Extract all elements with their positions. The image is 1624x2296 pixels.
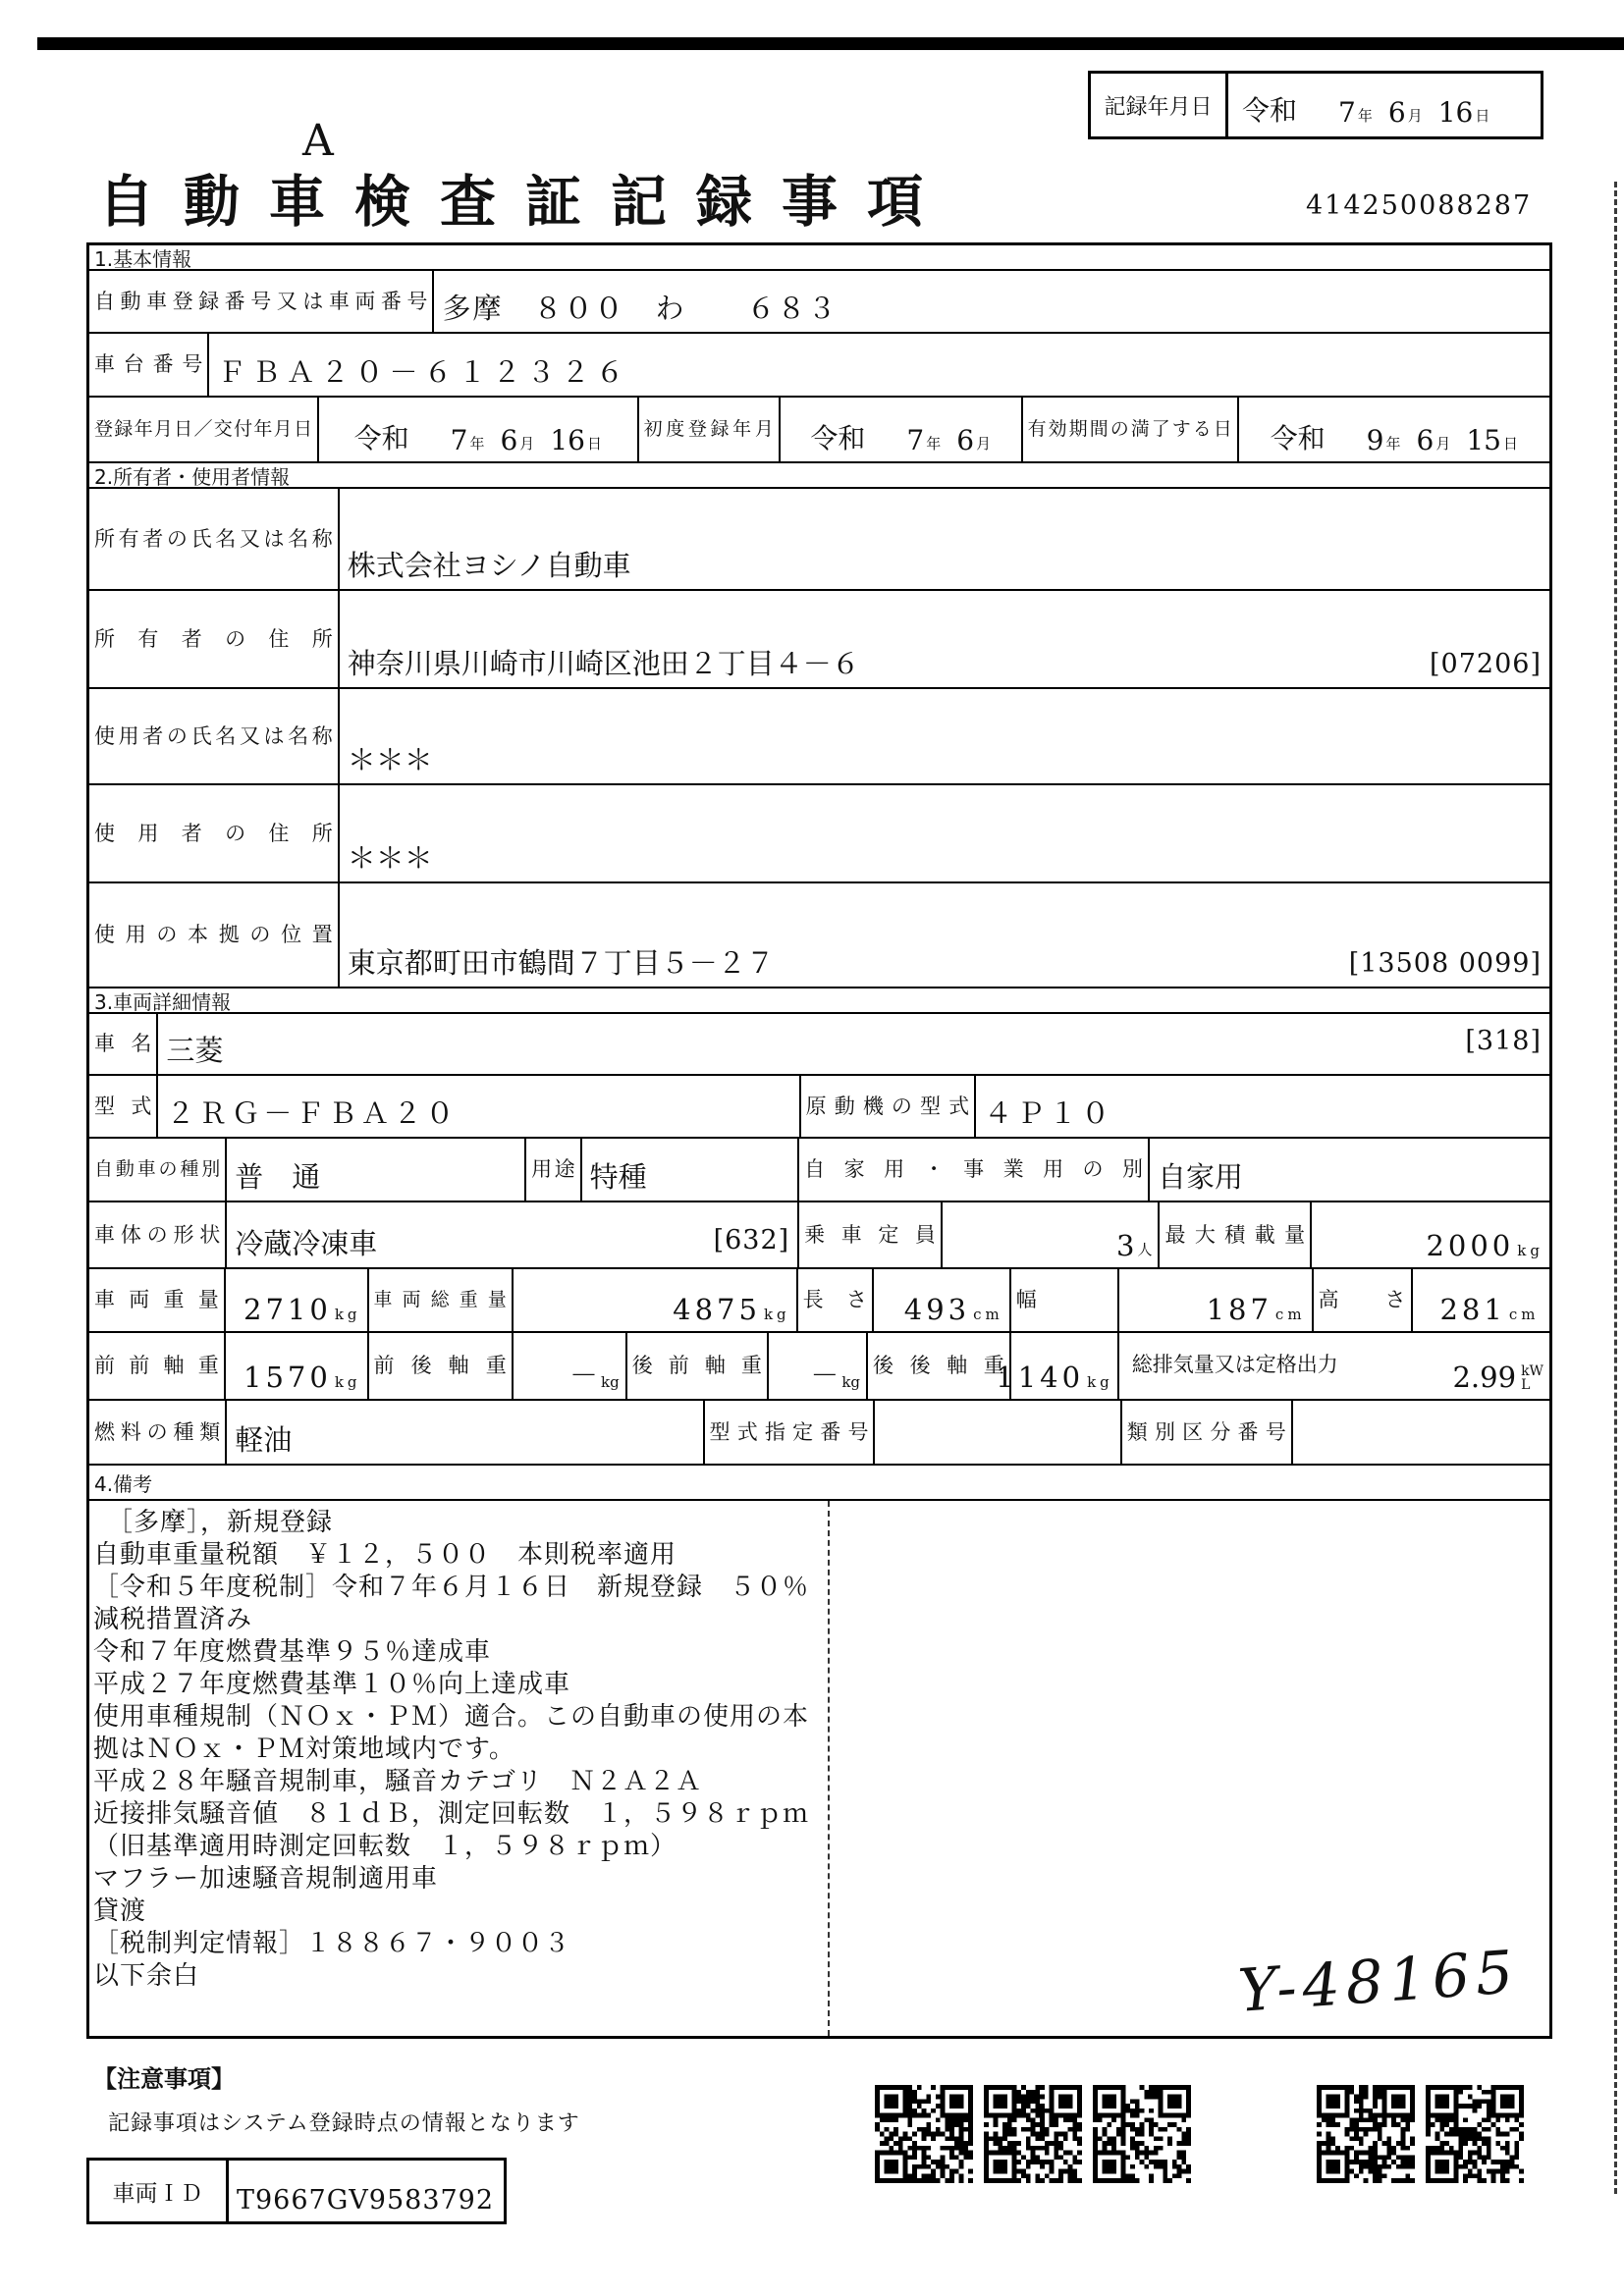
year-unit: 年	[1385, 435, 1401, 453]
base-location-value-cell	[338, 883, 1549, 987]
seating-capacity-number: 3	[1115, 1229, 1135, 1262]
front-front-axle-label: 前前軸重	[94, 1354, 219, 1378]
height-number: 281	[1439, 1293, 1506, 1326]
private-business-label: 自家用・事業用の別	[797, 1139, 1148, 1201]
rear-front-axle-value	[767, 1333, 866, 1399]
kg-unit: kg	[841, 1373, 861, 1391]
front-rear-axle-number: －	[568, 1359, 598, 1392]
seating-capacity-value	[941, 1202, 1159, 1267]
scan-artifact-top-bar	[37, 37, 1624, 50]
remark-line: ［税制判定情報］１８８６７・９００３	[93, 1929, 571, 1958]
max-payload-value	[1310, 1202, 1549, 1267]
record-date-value	[1228, 74, 1541, 136]
type-designation-number-label: 型式指定番号	[703, 1401, 874, 1464]
remarks-dashed-divider	[828, 1501, 830, 2036]
gross-weight-number: 4875	[673, 1293, 761, 1326]
liter-unit: L	[1521, 1377, 1531, 1393]
day: 16	[1437, 96, 1474, 129]
owner-address-label: 所有者の住所	[94, 626, 333, 651]
section1-header: 1.基本情報	[94, 246, 192, 271]
body-shape-label: 車体の形状	[94, 1222, 221, 1247]
section4-header: 4.備考	[89, 1464, 1549, 1499]
first-registration-value	[779, 398, 1021, 461]
vehicle-name-value: 三菱	[166, 1034, 224, 1067]
displacement-units	[1521, 1364, 1543, 1394]
vehicle-name-value-cell	[156, 1014, 1549, 1074]
body-shape-value: 冷蔵冷凍車	[235, 1227, 378, 1260]
first-registration-label: 初度登録年月	[637, 398, 779, 461]
vehicle-kind-label: 自動車の種別	[94, 1157, 221, 1180]
vehicle-id-box	[86, 2158, 507, 2224]
kg-unit: kg	[334, 1306, 361, 1323]
fuel-row	[89, 1399, 1549, 1464]
base-location-label: 使用の本拠の位置	[94, 923, 333, 947]
expiry-date-label: 有効期間の満了する日	[1021, 398, 1237, 461]
vehicle-name-row	[89, 1012, 1549, 1074]
year: 7	[450, 424, 468, 456]
displacement-cell	[1117, 1333, 1549, 1399]
day-unit: 日	[1475, 107, 1490, 125]
fuel-type-value: 軽油	[225, 1401, 702, 1464]
remark-line: 自動車重量税額 ￥１２，５００ 本則税率適用	[93, 1540, 677, 1570]
front-rear-axle-value	[512, 1333, 625, 1399]
kg-unit: kg	[334, 1373, 361, 1391]
record-date-label: 記録年月日	[1091, 74, 1228, 136]
cm-unit: cm	[1508, 1306, 1540, 1323]
remarks-box	[89, 1499, 1549, 2036]
year: 7	[906, 424, 925, 456]
vehicle-name-code: [318]	[1465, 1026, 1542, 1056]
certificate-table	[86, 242, 1552, 2039]
rear-rear-axle-value	[996, 1333, 1117, 1399]
axle-weights-row	[89, 1331, 1549, 1399]
day-unit: 日	[1503, 435, 1519, 453]
owner-address-code: [07206]	[1430, 649, 1542, 679]
record-date-box	[1088, 71, 1543, 139]
base-location-row	[89, 881, 1549, 987]
weights-dimensions-row	[89, 1267, 1549, 1331]
user-name-row	[89, 687, 1549, 783]
remark-line: 令和７年度燃費基準９５％達成車	[93, 1637, 492, 1667]
kg-unit: kg	[1087, 1373, 1113, 1391]
displacement-label: 総排気量又は定格出力	[1131, 1353, 1338, 1376]
width-value	[1117, 1269, 1312, 1331]
remark-line: 平成２７年度燃費基準１０％向上達成車	[93, 1670, 571, 1699]
displacement-number: 2.99	[1452, 1361, 1517, 1394]
rear-rear-axle-label: 後後軸重	[866, 1333, 1009, 1399]
classification-number-value	[1291, 1401, 1549, 1464]
vehicle-weight-label: 車両重量	[94, 1288, 219, 1312]
kg-unit: kg	[601, 1373, 620, 1391]
gross-weight-label: 車両総重量	[367, 1269, 512, 1331]
scan-artifact-right-dashed-line	[1614, 182, 1617, 2194]
seating-capacity-label: 乗車定員	[797, 1202, 941, 1267]
month: 6	[1416, 424, 1435, 456]
era: 令和	[353, 422, 409, 454]
qr-code	[875, 2084, 973, 2184]
remark-line: ［多摩］，新規登録	[107, 1508, 334, 1537]
body-shape-row	[89, 1201, 1549, 1267]
front-rear-axle-label: 前後軸重	[367, 1333, 512, 1399]
model-value: ２ＲＧ－ＦＢＡ２０	[156, 1076, 798, 1137]
year: 9	[1366, 424, 1384, 456]
user-address-row	[89, 783, 1549, 881]
front-front-axle-value	[224, 1333, 367, 1399]
body-shape-value-cell	[225, 1202, 797, 1267]
era: 令和	[1242, 94, 1298, 127]
remark-line: 以下余白	[93, 1961, 200, 1991]
classification-number-label: 類別区分番号	[1120, 1401, 1291, 1464]
remark-line: 近接排気騒音値 ８１ｄＢ，測定回転数 １，５９８ｒｐｍ	[93, 1799, 810, 1829]
type-designation-number-value	[873, 1401, 1119, 1464]
rear-front-axle-number: －	[810, 1359, 839, 1392]
owner-name-label: 所有者の氏名又は名称	[94, 526, 333, 551]
qr-code	[1426, 2084, 1524, 2184]
use-label: 用途	[524, 1139, 580, 1201]
engine-model-label: 原動機の型式	[799, 1076, 974, 1137]
notice-title: 【注意事項】	[93, 2065, 235, 2093]
vehicle-id-value: T9667GV9583792	[237, 2185, 495, 2216]
registration-date-label: 登録年月日／交付年月日	[94, 417, 312, 440]
gross-weight-value	[512, 1269, 796, 1331]
month: 6	[500, 424, 518, 456]
kg-unit: kg	[763, 1306, 790, 1323]
month: 6	[956, 424, 975, 456]
plate-number-label: 自動車登録番号又は車両番号	[94, 289, 428, 313]
vin-row	[89, 332, 1549, 396]
month-unit: 月	[976, 435, 992, 453]
section2-header: 2.所有者・使用者情報	[89, 461, 1549, 487]
user-address-value: ＊＊＊	[347, 841, 433, 875]
plate-number-row	[89, 269, 1549, 332]
fuel-type-label: 燃料の種類	[94, 1419, 221, 1444]
vehicle-weight-value	[224, 1269, 367, 1331]
remark-line: （旧基準適用時測定回転数 １，５９８ｒｐｍ）	[93, 1832, 677, 1861]
qr-code	[1317, 2084, 1415, 2184]
cm-unit: cm	[973, 1306, 1003, 1323]
owner-address-value: 神奈川県川崎市川崎区池田２丁目４－６	[347, 647, 860, 680]
remark-line: 使用車種規制（ＮＯｘ・ＰＭ）適合。この自動車の使用の本拠はＮＯｘ・ＰＭ対策地域内です。	[93, 1702, 810, 1764]
height-label: 高さ	[1312, 1269, 1411, 1331]
height-value	[1411, 1269, 1545, 1331]
max-payload-label: 最大積載量	[1158, 1202, 1310, 1267]
qr-code	[1093, 2084, 1191, 2184]
page-title: 自動車検査証記録事項	[98, 169, 952, 235]
user-name-label: 使用者の氏名又は名称	[94, 723, 333, 748]
vehicle-kind-value: 普 通	[225, 1139, 524, 1201]
remark-line: 貸渡	[93, 1896, 147, 1926]
year: 7	[1338, 96, 1356, 129]
model-label: 型式	[94, 1094, 152, 1118]
plate-number-value: 多摩 ８００ わ ６８３	[432, 271, 1549, 332]
category-row	[89, 1137, 1549, 1201]
body-shape-code: [632]	[713, 1225, 790, 1255]
vehicle-name-label: 車名	[94, 1032, 152, 1056]
owner-address-value-cell	[338, 591, 1549, 687]
registration-date-value	[317, 398, 637, 461]
vin-value: ＦＢＡ２０－６１２３２６	[207, 334, 1549, 396]
remark-line: マフラー加速騒音規制適用車	[93, 1864, 439, 1894]
vin-label: 車台番号	[94, 352, 203, 377]
private-business-value: 自家用	[1148, 1139, 1549, 1201]
displacement-value	[1452, 1361, 1543, 1394]
year-unit: 年	[1357, 107, 1373, 125]
month-unit: 月	[1407, 107, 1423, 125]
user-name-value: ＊＊＊	[347, 743, 433, 776]
front-front-axle-number: 1570	[244, 1361, 332, 1394]
kw-unit: kW	[1521, 1363, 1543, 1379]
owner-name-value: 株式会社ヨシノ自動車	[347, 549, 631, 582]
width-label: 幅	[1009, 1269, 1117, 1331]
max-payload-number: 2000	[1426, 1229, 1515, 1262]
rear-rear-axle-number: 1140	[996, 1361, 1085, 1394]
day-unit: 日	[586, 435, 602, 453]
owner-name-row	[89, 487, 1549, 589]
notice-body: 記録事項はシステム登録時点の情報となります	[108, 2111, 580, 2136]
remark-line: ［令和５年度税制］令和７年６月１６日 新規登録 ５０％減税措置済み	[93, 1573, 810, 1634]
cm-unit: cm	[1274, 1306, 1306, 1323]
era: 令和	[1270, 422, 1326, 454]
owner-address-row	[89, 589, 1549, 687]
remark-line: 平成２８年騒音規制車，騒音カテゴリ Ｎ２Ａ２Ａ	[93, 1767, 702, 1796]
year-unit: 年	[926, 435, 942, 453]
length-value	[872, 1269, 1009, 1331]
year-unit: 年	[469, 435, 485, 453]
engine-model-value: ４Ｐ１０	[974, 1076, 1549, 1137]
base-location-code: [13508 0099]	[1348, 948, 1542, 979]
section3-header: 3.車両詳細情報	[89, 987, 1549, 1012]
user-name-value-cell	[338, 689, 1549, 783]
base-location-value: 東京都町田市鶴間７丁目５－２７	[347, 946, 775, 980]
use-value: 特種	[580, 1139, 798, 1201]
day: 15	[1466, 424, 1501, 456]
era: 令和	[810, 422, 866, 454]
user-address-label: 使用者の住所	[94, 821, 333, 845]
person-unit: 人	[1137, 1241, 1153, 1258]
user-address-value-cell	[338, 785, 1549, 881]
kg-unit: kg	[1517, 1242, 1543, 1259]
owner-name-value-cell	[338, 489, 1549, 589]
month: 6	[1387, 96, 1406, 129]
dates-row	[89, 396, 1549, 461]
width-number: 187	[1206, 1293, 1272, 1326]
page-corner-mark: A	[302, 116, 334, 166]
certificate-number: 414250088287	[1306, 190, 1533, 221]
vehicle-id-label: 車両ＩＤ	[89, 2161, 229, 2221]
month-unit: 月	[1435, 435, 1451, 453]
length-label: 長さ	[796, 1269, 872, 1331]
length-number: 493	[903, 1293, 971, 1326]
model-row	[89, 1074, 1549, 1137]
expiry-date-value	[1237, 398, 1549, 461]
vehicle-weight-number: 2710	[244, 1293, 332, 1326]
qr-code	[984, 2084, 1082, 2184]
handwritten-note: Y-48165	[1235, 1938, 1522, 2026]
rear-front-axle-label: 後前軸重	[625, 1333, 767, 1399]
month-unit: 月	[519, 435, 535, 453]
day: 16	[550, 424, 585, 456]
